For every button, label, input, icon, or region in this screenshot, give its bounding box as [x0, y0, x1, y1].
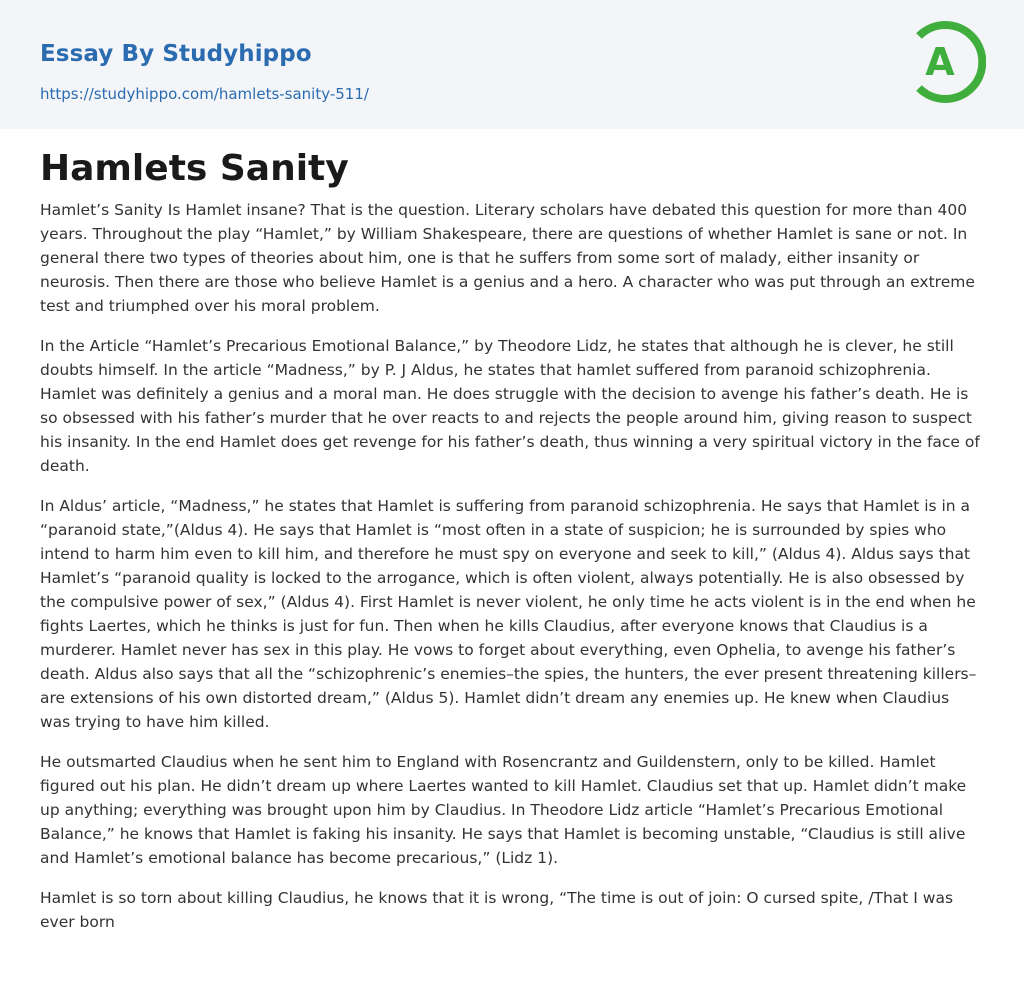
article-paragraph: He outsmarted Claudius when he sent him to England with Rosencrantz and Guildenstern, only to be killed. Hamlet figured out his plan. He didn’t dream up where Laertes wanted to kill Hamlet. Claudius set that up. Hamlet didn’t make up anything; everything was brought upon him by Claudius. In Theodore Lidz article “Hamlet’s Precarious Emotional Balance,” he knows that Hamlet is faking his insanity. He says that Hamlet is becoming unstable, “Claudius is still alive and Hamlet’s emotional balance has become precarious,” (Lidz 1).: [40, 753, 967, 867]
page-title: Hamlets Sanity: [40, 148, 349, 189]
article-paragraph: Hamlet’s Sanity Is Hamlet insane? That is the question. Literary scholars have debated this question for more than 400 years. Throughout the play “Hamlet,” by William Shakespeare, there are questions of whether Hamlet is sane or not. In general there two types of theories about him, one is that he suffers from some sort of malady, either insanity or neurosis. Then there are those who believe Hamlet is a genius and a hero. A character who was put through an extreme test and triumphed over his moral problem.: [40, 201, 975, 315]
article-paragraph: Hamlet is so torn about killing Claudius, he knows that it is wrong, “The time is out of join: O cursed spite, /That I was ever born: [40, 889, 954, 931]
article-paragraph: In Aldus’ article, “Madness,” he states that Hamlet is suffering from paranoid schizophrenia. He says that Hamlet is in a “paranoid state,”(Aldus 4). He says that Hamlet is “most often in a state of suspicion; he is surrounded by spies who intend to harm him even to kill him, and therefore he must spy on everyone and seek to kill,” (Aldus 4). Aldus says that Hamlet’s “paranoid quality is locked to the arrogance, which is often violent, always potentially. He is also obsessed by the compulsive power of sex,” (Aldus 4). First Hamlet is never violent, he only time he acts violent is in the end when he fights Laertes, which he thinks is just for fun. Then when he kills Claudius, after everyone knows that Claudius is a murderer. Hamlet never has sex in this play. He vows to forget about everything, even Ophelia, to avenge his father’s death. Aldus also says that all the “schizophrenic’s enemies–the spies, the hunters, the ever present threatening killers–are extensions of his own distorted dream,” (Aldus 5). Hamlet didn’t dream any enemies up. He knew when Claudius was trying to have him killed.: [40, 497, 977, 731]
site-header: [0, 0, 1024, 129]
essay-url-link[interactable]: https://studyhippo.com/hamlets-sanity-511/: [40, 85, 369, 103]
studyhippo-logo-icon[interactable]: [912, 19, 986, 105]
article-paragraph: In the Article “Hamlet’s Precarious Emotional Balance,” by Theodore Lidz, he states that although he is clever, he still doubts himself. In the article “Madness,” by P. J Aldus, he states that hamlet suffered from paranoid schizophrenia. Hamlet was definitely a genius and a moral man. He does struggle with the decision to avenge his father’s death. He is so obsessed with his father’s murder that he over reacts to and rejects the people around him, giving reason to suspect his insanity. In the end Hamlet does get revenge for his father’s death, thus winning a very spiritual victory in the face of death.: [40, 337, 980, 475]
logo-letter: A: [925, 40, 955, 84]
brand-title[interactable]: Essay By Studyhippo: [40, 41, 312, 67]
article-body: [0, 147, 1024, 934]
